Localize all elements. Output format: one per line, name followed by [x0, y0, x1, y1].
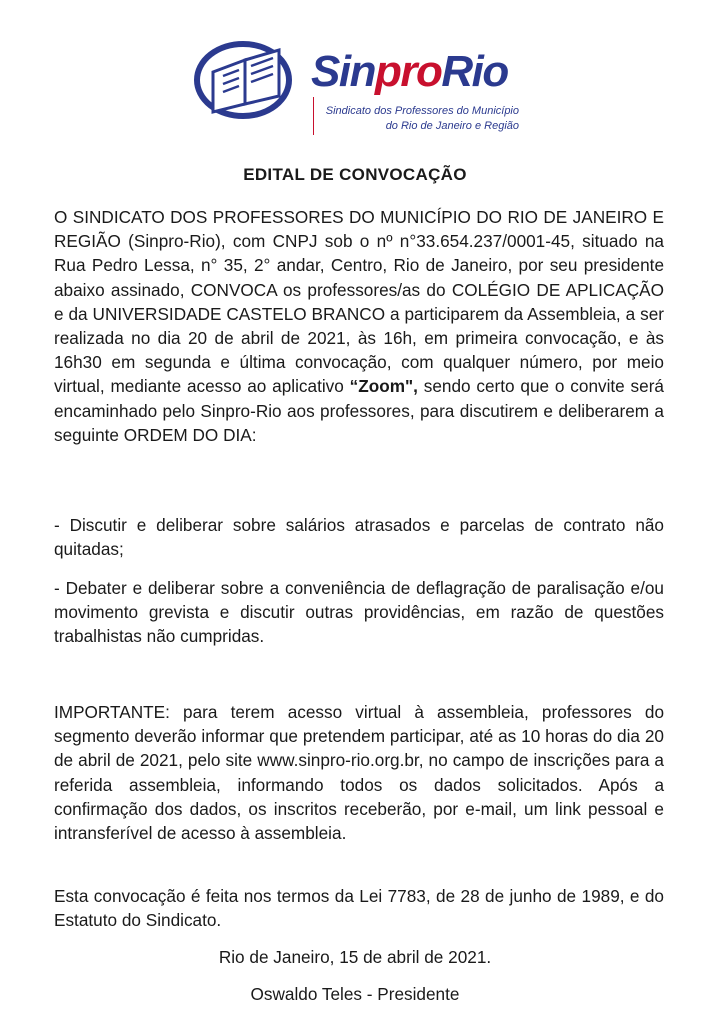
- paragraph1-text: O SINDICATO DOS PROFESSORES DO MUNICÍPIO DO RIO DE JANEIRO E REGIÃO (Sinpro-Rio), com CNPJ sob o nº n°33.654.237/0001-45, situado na Rua Pedro Lessa, n° 35, 2° andar, Centro, Rio de Janeiro, por seu presidente abaixo assinado, CONVOCA os professores/as do COLÉGIO DE APLICAÇÃO e da UNIVERSIDADE CASTELO BRANCO a participarem da Assembleia, a ser realizada no dia 20 de abril de 2021, às 16h, em primeira convocação, e às 16h30 em segunda e última convocação, com qualquer número, por meio virtual, mediante acesso ao aplicativo: [54, 207, 664, 397]
- signature-line: Oswaldo Teles - Presidente: [250, 984, 460, 1004]
- brand-rio: Rio: [441, 47, 508, 96]
- agenda-item-1: - Discutir e deliberar sobre salários atrasados e parcelas de contrato não quitadas;: [54, 515, 664, 560]
- brand-sin: Sin: [311, 47, 375, 96]
- brand-subtitle: [309, 104, 519, 134]
- legal-note: Esta convocação é feita nos termos da Lei 7783, de 28 de junho de 1989, e do Estatuto do Sindicato.: [54, 886, 664, 931]
- agenda-item-2: - Debater e deliberar sobre a conveniência de deflagração de paralisação e/ou movimento grevista e discutir outras providências, em razão de questões trabalhistas não cumpridas.: [54, 578, 664, 647]
- convocation-paragraph: [54, 205, 664, 447]
- zoom-app-name: “Zoom",: [349, 376, 418, 397]
- brand-subtitle-line2: do Rio de Janeiro e Região: [385, 120, 519, 132]
- paragraph1-text-end: sendo certo que o convite será encaminhado pelo Sinpro-Rio aos professores, para discutirem e deliberarem a seguinte ORDEM DO DIA:: [54, 376, 664, 445]
- sinpro-rio-logo: [193, 30, 523, 140]
- brand-wordmark: [311, 47, 508, 96]
- important-notice: IMPORTANTE: para terem acesso virtual à assembleia, professores do segmento deverão informar que pretendem participar, até as 10 horas do dia 20 de abril de 2021, pelo site www.sinpro-rio.org.br, no campo de inscrições para a referida assembleia, informando todos os dados solicitados. Após a confirmação dos dados, os inscritos receberão, por e-mail, um link pessoal e intransferível de acesso à assembleia.: [54, 702, 664, 844]
- date-line: Rio de Janeiro, 15 de abril de 2021.: [218, 947, 492, 967]
- document-title: EDITAL DE CONVOCAÇÃO: [243, 165, 467, 184]
- brand-subtitle-line1: Sindicato dos Professores do Município: [325, 105, 519, 117]
- open-book-globe-icon: [193, 38, 305, 120]
- brand-pro: pro: [374, 47, 442, 96]
